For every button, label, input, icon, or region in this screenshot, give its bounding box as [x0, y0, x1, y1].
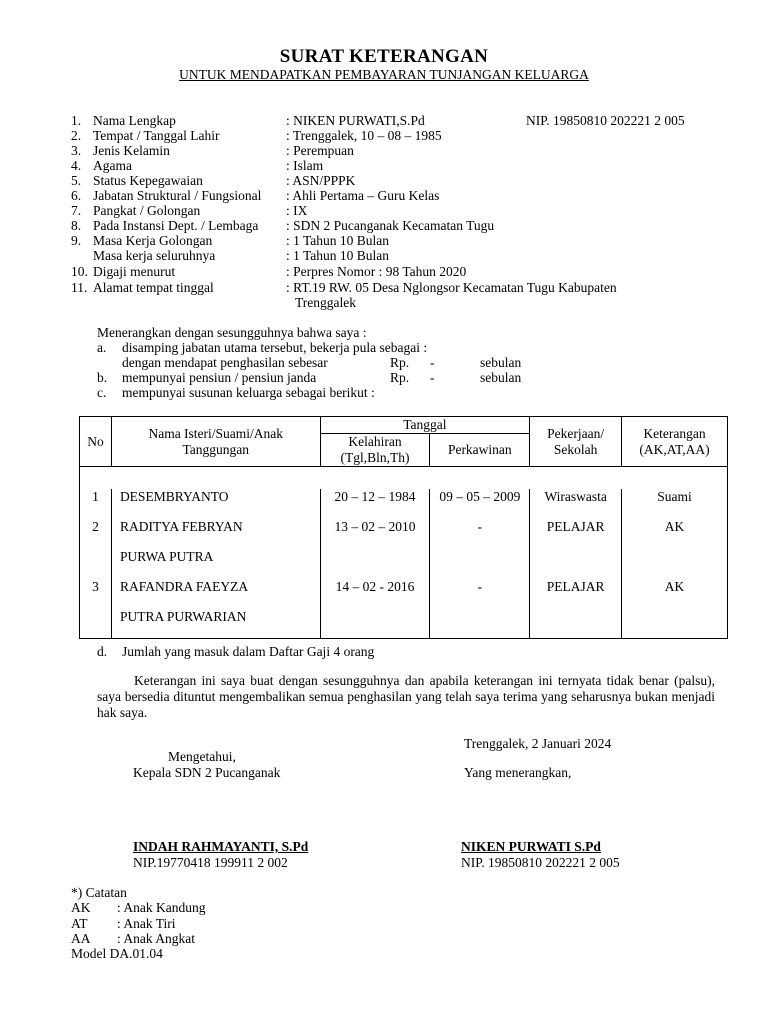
- field-num: 1.: [71, 113, 82, 128]
- model-code: Model DA.01.04: [71, 946, 163, 961]
- left-signer-name: INDAH RAHMAYANTI, S.Pd: [133, 839, 309, 854]
- header-keterangan-line2: (AK,AT,AA): [639, 441, 710, 457]
- right-signer-nip: NIP. 19850810 202221 2 005: [461, 855, 620, 870]
- item-c-text: mempunyai susunan keluarga sebagai berikut :: [122, 385, 375, 400]
- row-kelahiran: 20 – 12 – 1984: [320, 489, 430, 519]
- row-nama: RAFANDRA FAEYZA: [111, 579, 320, 609]
- row-perkawinan: [430, 549, 530, 579]
- field-value: : Perpres Nomor : 98 Tahun 2020: [286, 264, 467, 279]
- field-value: : NIKEN PURWATI,S.Pd: [286, 113, 425, 128]
- field-num: 5.: [71, 173, 82, 188]
- row-no: [80, 549, 112, 579]
- header-nama-line1: Nama Isteri/Suami/Anak: [148, 425, 284, 441]
- mengetahui-label: Mengetahui,: [168, 749, 236, 764]
- item-letter: a.: [97, 340, 107, 355]
- row-nama: DESEMBRYANTO: [111, 489, 320, 519]
- row-kelahiran: [320, 609, 430, 639]
- field-value: : RT.19 RW. 05 Desa Nglongsor Kecamatan Tugu Kabupaten: [286, 280, 617, 295]
- field-label: Nama Lengkap: [93, 113, 176, 128]
- header-tanggal: Tanggal: [320, 417, 530, 434]
- field-label: Jenis Kelamin: [93, 143, 170, 158]
- rp-value: -: [430, 370, 435, 385]
- item-a-text: disamping jabatan utama tersebut, bekerja pula sebagai :: [122, 340, 428, 355]
- field-num: 8.: [71, 218, 82, 233]
- item-d-text: Jumlah yang masuk dalam Daftar Gaji 4 orang: [122, 644, 375, 659]
- field-label: Digaji menurut: [93, 264, 176, 279]
- yang-menerangkan-label: Yang menerangkan,: [464, 765, 572, 780]
- field-label: Status Kepegawaian: [93, 173, 203, 188]
- family-table: [79, 416, 728, 639]
- header-pekerjaan-line2: Sekolah: [553, 441, 598, 457]
- sebulan-label: sebulan: [480, 355, 522, 370]
- item-letter: b.: [97, 370, 108, 385]
- note-code: AK: [71, 900, 91, 915]
- rp-value: -: [430, 355, 435, 370]
- field-value: : Islam: [286, 158, 324, 173]
- row-nama: PURWA PUTRA: [111, 549, 320, 579]
- table-row: [80, 489, 728, 519]
- place-date: Trenggalek, 2 Januari 2024: [464, 736, 612, 751]
- header-kelahiran-line1: Kelahiran: [348, 434, 402, 449]
- row-keterangan: [622, 549, 728, 579]
- field-value: : Perempuan: [286, 143, 354, 158]
- table-row: [80, 579, 728, 609]
- header-pekerjaan: [530, 417, 622, 467]
- field-label: Masa kerja seluruhnya: [93, 248, 216, 263]
- field-num: 9.: [71, 233, 82, 248]
- statement-intro: Menerangkan dengan sesungguhnya bahwa saya :: [97, 325, 367, 340]
- field-num: 6.: [71, 188, 82, 203]
- field-label: Masa Kerja Golongan: [93, 233, 213, 248]
- row-perkawinan: -: [430, 519, 530, 549]
- field-num: 7.: [71, 203, 82, 218]
- header-keterangan: [622, 417, 728, 467]
- row-keterangan: Suami: [622, 489, 728, 519]
- row-pekerjaan: [530, 549, 622, 579]
- field-num: 4.: [71, 158, 82, 173]
- row-no: 3: [80, 579, 112, 609]
- field-num: 3.: [71, 143, 82, 158]
- item-b-text: mempunyai pensiun / pensiun janda: [122, 370, 317, 385]
- note-code: AT: [71, 916, 88, 931]
- field-value: : IX: [286, 203, 308, 218]
- row-pekerjaan: [530, 609, 622, 639]
- document-title: SURAT KETERANGAN: [279, 46, 489, 67]
- row-perkawinan: 09 – 05 – 2009: [430, 489, 530, 519]
- row-nama: RADITYA FEBRYAN: [111, 519, 320, 549]
- item-letter: d.: [97, 644, 108, 659]
- field-label: Pada Instansi Dept. / Lembaga: [93, 218, 259, 233]
- row-no: 2: [80, 519, 112, 549]
- row-kelahiran: 13 – 02 – 2010: [320, 519, 430, 549]
- header-nama-line2: Tanggungan: [182, 441, 250, 457]
- table-row: [80, 519, 728, 549]
- header-pekerjaan-line1: Pekerjaan/: [547, 425, 605, 441]
- field-num: 10.: [71, 264, 88, 279]
- sebulan-label: sebulan: [480, 370, 522, 385]
- kepala-label: Kepala SDN 2 Pucanganak: [133, 765, 281, 780]
- left-signer-nip: NIP.19770418 199911 2 002: [133, 855, 288, 870]
- note-desc: : Anak Tiri: [117, 916, 176, 931]
- table-row: [80, 609, 728, 639]
- header-kelahiran-line2: (Tgl,Bln,Th): [340, 450, 410, 465]
- field-value: : Trenggalek, 10 – 08 – 1985: [286, 128, 442, 143]
- note-desc: : Anak Kandung: [117, 900, 206, 915]
- field-value: : 1 Tahun 10 Bulan: [286, 248, 390, 263]
- row-kelahiran: [320, 549, 430, 579]
- row-pekerjaan: PELAJAR: [530, 579, 622, 609]
- address-continuation: Trenggalek: [295, 295, 356, 310]
- closing-paragraph: Keterangan ini saya buat dengan sesungguhnya dan apabila keterangan ini ternyata tidak benar (palsu), saya bersedia dituntut mengembalikan semua penghasilan yang telah saya terima yang seharusnya bukan menjadi hak saya.: [97, 673, 715, 720]
- row-keterangan: AK: [622, 579, 728, 609]
- field-label: Tempat / Tanggal Lahir: [93, 128, 220, 143]
- note-desc: : Anak Angkat: [117, 931, 195, 946]
- item-a-sub: dengan mendapat penghasilan sebesar: [122, 355, 328, 370]
- notes-heading: *) Catatan: [71, 885, 127, 900]
- field-num: 11.: [71, 280, 88, 295]
- header-kelahiran: [320, 434, 430, 467]
- field-label: Alamat tempat tinggal: [93, 280, 214, 295]
- field-value: : Ahli Pertama – Guru Kelas: [286, 188, 440, 203]
- row-no: [80, 609, 112, 639]
- row-perkawinan: -: [430, 579, 530, 609]
- field-label: Jabatan Struktural / Fungsional: [93, 188, 262, 203]
- header-nama: [111, 417, 320, 467]
- row-no: 1: [80, 489, 112, 519]
- table-row: [80, 549, 728, 579]
- header-keterangan-line1: Keterangan: [643, 425, 706, 441]
- nip-top: NIP. 19850810 202221 2 005: [526, 113, 685, 128]
- row-pekerjaan: Wiraswasta: [530, 489, 622, 519]
- item-letter: c.: [97, 385, 107, 400]
- row-nama: PUTRA PURWARIAN: [111, 609, 320, 639]
- note-code: AA: [71, 931, 91, 946]
- row-pekerjaan: PELAJAR: [530, 519, 622, 549]
- rp-label: Rp.: [390, 370, 410, 385]
- document-subtitle: UNTUK MENDAPATKAN PEMBAYARAN TUNJANGAN KELUARGA: [179, 67, 589, 82]
- row-keterangan: [622, 609, 728, 639]
- field-label: Pangkat / Golongan: [93, 203, 201, 218]
- row-kelahiran: 14 – 02 - 2016: [320, 579, 430, 609]
- right-signer-name: NIKEN PURWATI S.Pd: [461, 839, 601, 854]
- header-perkawinan: Perkawinan: [430, 434, 530, 467]
- field-value: : SDN 2 Pucanganak Kecamatan Tugu: [286, 218, 495, 233]
- header-no: No: [80, 417, 112, 467]
- field-num: 2.: [71, 128, 82, 143]
- row-perkawinan: [430, 609, 530, 639]
- field-value: : 1 Tahun 10 Bulan: [286, 233, 390, 248]
- field-label: Agama: [93, 158, 132, 173]
- field-value: : ASN/PPPK: [286, 173, 356, 188]
- rp-label: Rp.: [390, 355, 410, 370]
- row-keterangan: AK: [622, 519, 728, 549]
